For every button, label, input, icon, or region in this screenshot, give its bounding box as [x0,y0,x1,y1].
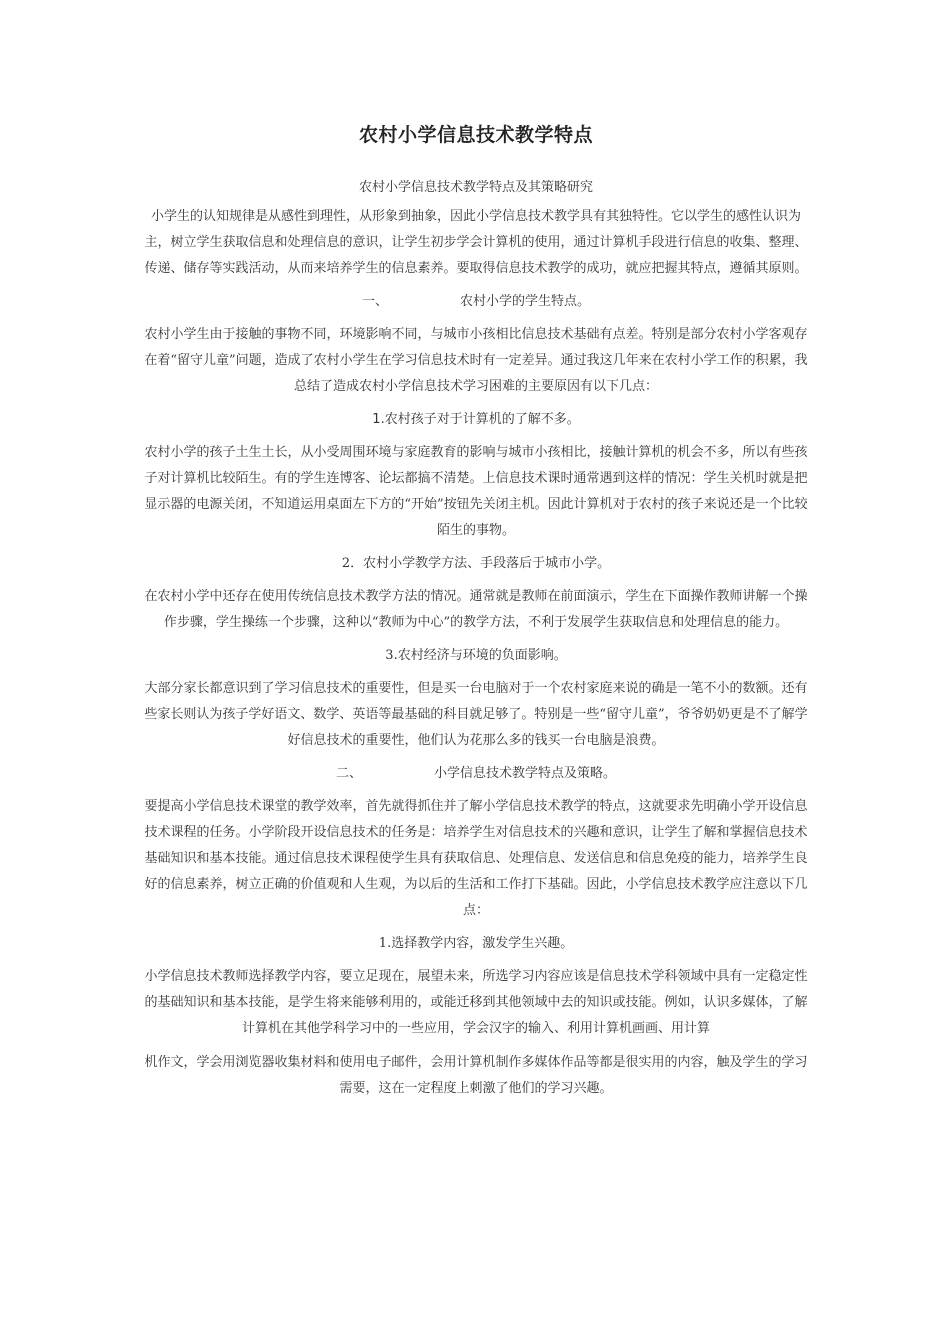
section-title-1: 农村小学的学生特点。 [460,294,591,309]
point-heading-1-1: 1.农村孩子对于计算机的了解不多。 [372,412,580,427]
point-paragraph-2-1a: 小学信息技术教师选择教学内容，要立足现在，展望未来，所选学习内容应该是信息技术学科领域中具有一定稳定性的基础知识和基本技能，是学生将来能够利用的，或能迁移到其他领域中去的知识或技能。例如，认识多媒体，了解计算机在其他学科学习中的一些应用，学会汉字的输入、利用计算机画画、用计算 [144,969,808,1036]
point-heading-1-2: 2．农村小学教学方法、手段落后于城市小学。 [341,556,611,571]
section-2-paragraph: 要提高小学信息技术课堂的教学效率，首先就得抓住并了解小学信息技术教学的特点，这就要求先明确小学开设信息技术课程的任务。小学阶段开设信息技术的任务是：培养学生对信息技术的兴趣和意识，让学生了解和掌握信息技术基础知识和基本技能。通过信息技术课程使学生具有获取信息、处理信息、发送信息和信息免疫的能力，培养学生良好的信息素养，树立正确的价值观和人生观，为以后的生活和工作打下基础。因此，小学信息技术教学应注意以下几点： [144,799,808,918]
point-paragraph-1-3: 大部分家长都意识到了学习信息技术的重要性，但是买一台电脑对于一个农村家庭来说的确是一笔不小的数额。还有些家长则认为孩子学好语文、数学、英语等最基础的科目就足够了。特别是一些“留守儿童”，爷爷奶奶更是不了解学好信息技术的重要性，他们认为花那么多的钱买一台电脑是浪费。 [144,681,808,748]
section-number-1: 一、 [361,294,388,309]
section-number-2: 二、 [335,766,362,781]
document-title: 农村小学信息技术教学特点 [358,124,593,146]
section-title-2: 小学信息技术教学特点及策略。 [434,766,617,781]
intro-paragraph: 小学生的认知规律是从感性到理性，从形象到抽象，因此小学信息技术教学具有其独特性。它以学生的感性认识为主，树立学生获取信息和处理信息的意识，让学生初步学会计算机的使用，通过计算机手段进行信息的收集、整理、传递、储存等实践活动，从而来培养学生的信息素养。要取得信息技术教学的成功，就应把握其特点，遵循其原则。 [144,209,808,276]
point-paragraph-1-2: 在农村小学中还存在使用传统信息技术教学方法的情况。通常就是教师在前面演示，学生在下面操作教师讲解一个操作步骤，学生操练一个步骤，这种以“教师为中心”的教学方法，不利于发展学生获取信息和处理信息的能力。 [144,589,808,630]
section-heading-1 [143,292,809,312]
section-heading-2 [143,764,809,784]
point-heading-2-1: 1.选择教学内容，激发学生兴趣。 [378,936,574,951]
point-paragraph-1-1: 农村小学的孩子土生土长，从小受周围环境与家庭教育的影响与城市小孩相比，接触计算机的机会不多，所以有些孩子对计算机比较陌生。有的学生连博客、论坛都搞不清楚。上信息技术课时通常遇到这样的情况：学生关机时就是把显示器的电源关闭，不知道运用桌面左下方的“开始”按钮先关闭主机。因此计算机对于农村的孩子来说还是一个比较陌生的事物。 [144,445,808,538]
document-subtitle: 农村小学信息技术教学特点及其策略研究 [358,180,593,195]
section-1-paragraph: 农村小学生由于接触的事物不同，环境影响不同，与城市小孩相比信息技术基础有点差。特别是部分农村小学客观存在着“留守儿童”问题，造成了农村小学生在学习信息技术时有一定差异。通过我这几年来在农村小学工作的积累，我总结了造成农村小学信息技术学习困难的主要原因有以下几点： [144,327,808,394]
point-paragraph-2-1b: 机作文，学会用浏览器收集材料和使用电子邮件，会用计算机制作多媒体作品等都是很实用的内容，触及学生的学习需要，这在一定程度上刺激了他们的学习兴趣。 [144,1055,808,1096]
document-content [143,122,809,1102]
point-heading-1-3: 3.农村经济与环境的负面影响。 [385,648,567,663]
